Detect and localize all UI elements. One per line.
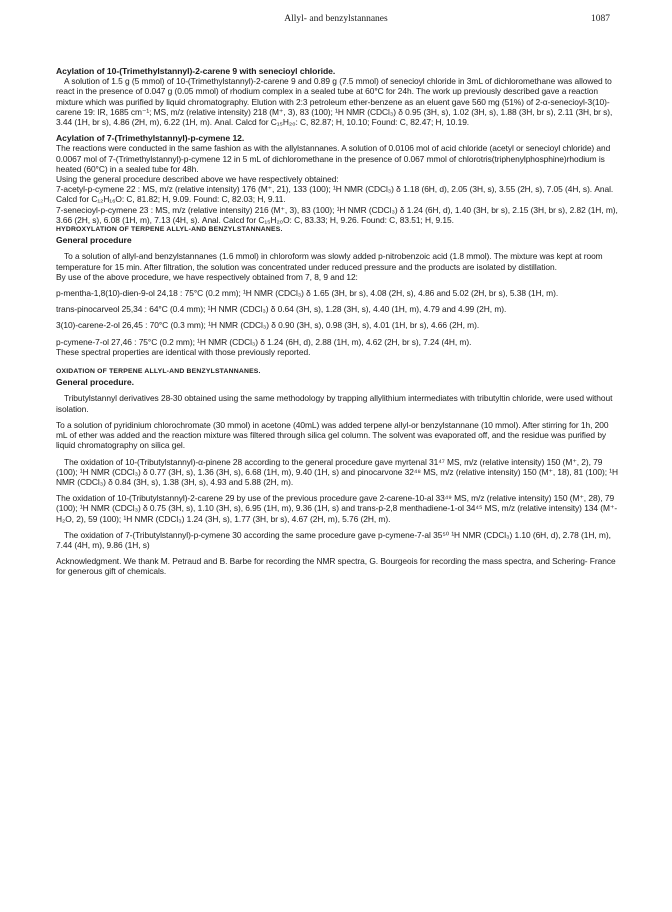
paragraph: A solution of 1.5 g (5 mmol) of 10-(Trimethylstannyl)-2-carene 9 and 0.89 g (7.5 mmol) of senecioyl chloride in 3mL of dichloromethane was allowed to react in the presence of 0.047 g (0.05 mmol) of rhodium complex in a sealed tube at 60°C for 24h. The work up previously described gave a reaction mixture which was purified by liquid chromatography. Elution with 2:3 petroleum ether-benzene as an eluent gave 560 mg (51%) of 2-α-senecioyl-3(10)-carene 19: IR, 1685 cm⁻¹; MS, m/z (relative intensity) 218 (M⁺, 3), 83 (100); ¹H NMR (CDCl₃) δ 0.95 (3H, s), 1.02 (3H, s), 1.88 (3H, br s), 2.11 (3H, br s), 3.44 (1H, br s), 4.86 (2H, m), 6.22 (1H, m). Anal. Calcd for C₁₅H₂₀: C, 82.87; H, 10.10; Found: C, 82.47; H, 10.19.	[56, 76, 613, 128]
paragraph: p-mentha-1,8(10)-dien-9-ol 24,18 : 75°C (0.2 mm); ¹H NMR (CDCl₃) δ 1.65 (3H, br s), 4.08 (2H, s), 4.86 and 5.02 (2H, br s), 5.38 (1H, m).	[56, 288, 559, 299]
paragraph: Tributylstannyl derivatives 28-30 obtained using the same methodology by trapping allylithium intermediates with tributyltin chloride, were used without isolation.	[56, 393, 613, 414]
paragraph: To a solution of pyridinium chlorochromate (30 mmol) in acetone (40mL) was added terpene allyl-or benzylstannane (10 mmol). After stirring for 1h, 200 mL of ether was added and the reaction mixture was filtered through silica gel column. The solvent was evaporated off, and the residue was purified by liquid chromatography on silica gel.	[56, 419, 609, 451]
paragraph: p-cymene-7-ol 27,46 : 75°C (0.2 mm); ¹H NMR (CDCl₃) δ 1.24 (6H, d), 2.88 (1H, m), 4.62 (2H, br s), 7.24 (4H, m).	[56, 336, 472, 347]
section-heading: Acylation of 7-(Trimethylstannyl)-p-cymene 12.	[56, 133, 245, 144]
paragraph: The reactions were conducted in the same fashion as with the allylstannanes. A solution of 0.0106 mol of acid chloride (acetyl or senecioyl chloride) and 0.0067 mol of 7-(Trimethylstannyl)-p-cymene 12 in 5 mL of dichloromethane in the presence of 0.067 mmol of chlorotris(triphenylphosphine)rhodium is heated (60°C) in a sealed tube for 48h.	[56, 143, 611, 174]
paragraph: Acknowledgment. We thank M. Petraud and B. Barbe for recording the NMR spectra, G. Bourgeois for recording the mass spectra, and Schering- France for generous gift of chemicals.	[56, 556, 616, 577]
paragraph: The oxidation of 10-(Tributylstannyl)-α-pinene 28 according to the general procedure gave myrtenal 31⁴⁷ MS, m/z (relative intensity) 150 (M⁺, 2), 79 (100); ¹H NMR (CDCl₃) δ 0.77 (3H, s), 1.36 (3H, s), 6.68 (1H, m), 9.40 (1H, s) and pinocarvone 32⁴⁸ MS, m/z (relative intensity) 150 (M⁺, 18), 81 (100); ¹H NMR (CDCl₃) δ 0.84 (3H, s), 1.38 (3H, s), 4.93 and 5.88 (2H, m).	[56, 456, 619, 487]
paragraph: trans-pinocarveol 25,34 : 64°C (0.4 mm); ¹H NMR (CDCl₃) δ 0.64 (3H, s), 1.28 (3H, s), 4.40 (1H, m), 4.79 and 4.99 (2H, m).	[56, 304, 507, 315]
paragraph: The oxidation of 10-(Tributylstannyl)-2-carene 29 by use of the previous procedure gave 2-carene-10-al 33⁴⁹ MS, m/z (relative intensity) 150 (M⁺, 28), 79 (100); ¹H NMR (CDCl₃) δ 0.75 (3H, s), 1.10 (3H, s), 6.95 (1H, m), 9.36 (1H, s) and trans-p-2,8 menthadiene-1-ol 34⁴⁵ MS, m/z (relative intensity) 134 (M⁺-H₂O, 2), 59 (100); ¹H NMR (CDCl₃) 1.24 (3H, s), 1.77 (3H, br s), 4.67 (2H, m), 5.76 (2H, m).	[56, 493, 618, 524]
section-heading: Acylation of 10-(Trimethylstannyl)-2-carene 9 with senecioyl chloride.	[56, 66, 336, 76]
section-heading: General procedure.	[56, 377, 134, 388]
section-heading: General procedure	[56, 235, 132, 246]
paragraph: These spectral properties are identical with those previously reported.	[56, 346, 311, 357]
paragraph-spacer	[56, 357, 618, 367]
running-title: Allyl- and benzylstannanes	[284, 14, 388, 24]
running-header	[0, 14, 672, 30]
paragraph: 7-acetyl-p-cymene 22 : MS, m/z (relative intensity) 176 (M⁺, 21), 133 (100); ¹H NMR (CDCl₃) δ 1.18 (6H, d), 2.05 (3H, s), 3.55 (2H, s), 7.05 (4H, s). Anal. Calcd for C₁₂H₁₆O: C, 81.82; H, 9.09. Found: C, 82.03; H, 9.11.	[56, 184, 614, 205]
section-heading: OXIDATION OF TERPENE ALLYL-AND BENZYLSTANNANES.	[56, 368, 261, 376]
paragraph: To a solution of allyl-and benzylstannanes (1.6 mmol) in chloroform was slowly added p-nitrobenzoic acid (1.8 mmol). The mixture was kept at room temperature for 15 min. After filtration, the solution was concentrated under reduced pressure and the products are isolated by distillation.	[56, 251, 603, 272]
article-body	[56, 66, 618, 577]
section-heading: HYDROXYLATION OF TERPENE ALLYL-AND BENZYLSTANNANES.	[56, 226, 283, 234]
paragraph: Using the general procedure described above we have respectively obtained:	[56, 174, 339, 185]
page-number: 1087	[591, 14, 610, 24]
paragraph: By use of the above procedure, we have respectively obtained from 7, 8, 9 and 12:	[56, 271, 358, 282]
paragraph: 3(10)-carene-2-ol 26,45 : 70°C (0.3 mm); ¹H NMR (CDCl₃) δ 0.90 (3H, s), 0.98 (3H, s), 4.01 (1H, br s), 4.66 (2H, m).	[56, 320, 480, 331]
paragraph: The oxidation of 7-(Tributylstannyl)-p-cymene 30 according the same procedure gave p-cymene-7-al 35⁵⁰ ¹H NMR (CDCl₃) 1.10 (6H, d), 2.78 (1H, m), 7.44 (4H, m), 9.86 (1H, s)	[56, 529, 611, 550]
paragraph: 7-senecioyl-p-cymene 23 : MS, m/z (relative intensity) 216 (M⁺, 3), 83 (100); ¹H NMR (CDCl₃) δ 1.24 (6H, d), 1.40 (3H, br s), 2.15 (3H, br s), 2.82 (1H, m), 3.66 (2H, s), 6.08 (1H, m), 7.13 (4H, s). Anal. Calcd for C₁₅H₂₀O: C, 83.33; H, 9.26. Found: C, 83.51; H, 9.15.	[56, 204, 618, 225]
